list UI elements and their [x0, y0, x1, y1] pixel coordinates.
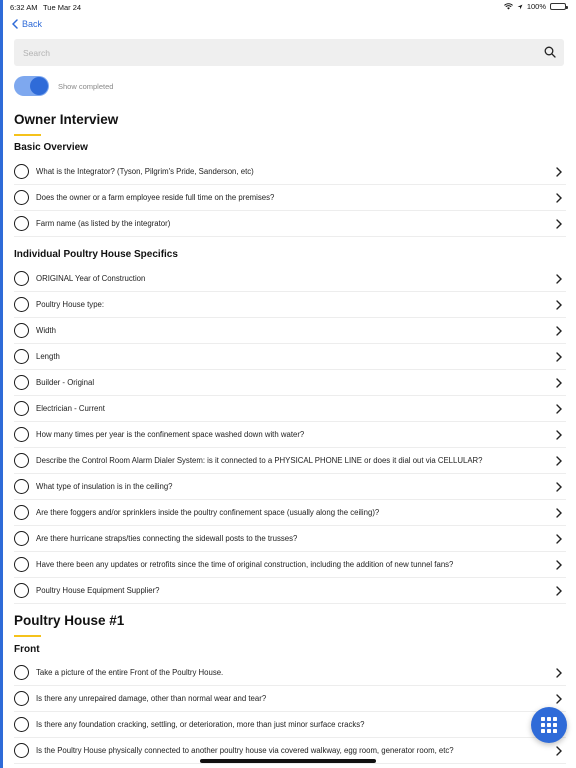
question-list [14, 660, 566, 764]
group-title: Individual Poultry House Specifics [14, 249, 178, 260]
completion-circle-icon[interactable] [14, 349, 29, 364]
search-bar [14, 39, 564, 66]
question-row[interactable] [14, 370, 566, 396]
completion-circle-icon[interactable] [14, 190, 29, 205]
question-row[interactable] [14, 159, 566, 185]
chevron-right-icon [556, 746, 562, 756]
question-label: How many times per year is the confinement space washed down with water? [36, 430, 305, 439]
question-label: Have there been any updates or retrofits since the time of original construction, including the addition of new tunnel fans? [36, 560, 454, 569]
question-label: Width [36, 326, 56, 335]
question-row[interactable] [14, 552, 566, 578]
chevron-right-icon [556, 694, 562, 704]
question-row[interactable] [14, 344, 566, 370]
completion-circle-icon[interactable] [14, 216, 29, 231]
chevron-right-icon [556, 404, 562, 414]
question-list [14, 159, 566, 237]
chevron-right-icon [556, 326, 562, 336]
question-row[interactable] [14, 266, 566, 292]
group-title: Front [14, 644, 40, 655]
show-completed-toggle[interactable] [14, 76, 49, 96]
wifi-icon [504, 3, 513, 10]
completion-circle-icon[interactable] [14, 691, 29, 706]
show-completed-row [14, 76, 113, 96]
question-row[interactable] [14, 686, 566, 712]
question-label: Describe the Control Room Alarm Dialer System: is it connected to a PHYSICAL PHONE LINE or does it dial out via CELLULAR? [36, 456, 483, 465]
completion-circle-icon[interactable] [14, 453, 29, 468]
question-row[interactable] [14, 474, 566, 500]
chevron-right-icon [556, 167, 562, 177]
status-date: Tue Mar 24 [43, 3, 82, 12]
completion-circle-icon[interactable] [14, 557, 29, 572]
completion-circle-icon[interactable] [14, 505, 29, 520]
chevron-right-icon [556, 482, 562, 492]
question-label: Does the owner or a farm employee reside full time on the premises? [36, 193, 275, 202]
question-row[interactable] [14, 396, 566, 422]
question-row[interactable] [14, 211, 566, 237]
question-row[interactable] [14, 448, 566, 474]
chevron-right-icon [556, 300, 562, 310]
completion-circle-icon[interactable] [14, 743, 29, 758]
chevron-right-icon [556, 534, 562, 544]
question-row[interactable] [14, 578, 566, 604]
completion-circle-icon[interactable] [14, 401, 29, 416]
chevron-right-icon [556, 508, 562, 518]
chevron-right-icon [556, 560, 562, 570]
chevron-right-icon [556, 430, 562, 440]
question-label: Are there foggers and/or sprinklers inside the poultry confinement space (usually along the ceiling)? [36, 508, 380, 517]
question-label: Take a picture of the entire Front of the Poultry House. [36, 668, 224, 677]
chevron-right-icon [556, 586, 562, 596]
chevron-right-icon [556, 274, 562, 284]
question-label: Electrician - Current [36, 404, 105, 413]
completion-circle-icon[interactable] [14, 479, 29, 494]
status-time: 6:32 AM [10, 3, 38, 12]
question-row[interactable] [14, 660, 566, 686]
question-row[interactable] [14, 292, 566, 318]
grid-menu-button[interactable] [531, 707, 567, 743]
home-indicator [200, 759, 376, 763]
completion-circle-icon[interactable] [14, 297, 29, 312]
question-list [14, 266, 566, 604]
completion-circle-icon[interactable] [14, 271, 29, 286]
question-row[interactable] [14, 500, 566, 526]
chevron-left-icon [12, 19, 18, 29]
section-title: Owner Interview [14, 112, 119, 127]
grid-icon [541, 717, 557, 733]
chevron-right-icon [556, 193, 562, 203]
question-label: Farm name (as listed by the integrator) [36, 219, 171, 228]
chevron-right-icon [556, 352, 562, 362]
search-icon[interactable] [544, 46, 556, 58]
question-row[interactable] [14, 318, 566, 344]
question-row[interactable] [14, 185, 566, 211]
question-row[interactable] [14, 712, 566, 738]
question-label: Is there any unrepaired damage, other than normal wear and tear? [36, 694, 267, 703]
section-title-underline [14, 635, 41, 637]
chevron-right-icon [556, 668, 562, 678]
section-title: Poultry House #1 [14, 613, 125, 628]
question-label: Builder - Original [36, 378, 95, 387]
completion-circle-icon[interactable] [14, 665, 29, 680]
question-label: Poultry House Equipment Supplier? [36, 586, 160, 595]
completion-circle-icon[interactable] [14, 375, 29, 390]
question-label: What is the Integrator? (Tyson, Pilgrim's Pride, Sanderson, etc) [36, 167, 254, 176]
battery-icon [550, 3, 566, 10]
status-bar [0, 0, 576, 14]
left-edge-accent [0, 0, 3, 768]
search-input[interactable] [23, 45, 523, 60]
completion-circle-icon[interactable] [14, 427, 29, 442]
completion-circle-icon[interactable] [14, 583, 29, 598]
question-row[interactable] [14, 422, 566, 448]
completion-circle-icon[interactable] [14, 164, 29, 179]
question-label: Is the Poultry House physically connected to another poultry house via covered walkway, egg room, generator room, etc? [36, 746, 454, 755]
location-icon [517, 4, 523, 10]
completion-circle-icon[interactable] [14, 531, 29, 546]
completion-circle-icon[interactable] [14, 717, 29, 732]
question-label: Are there hurricane straps/ties connecting the sidewall posts to the trusses? [36, 534, 298, 543]
chevron-right-icon [556, 219, 562, 229]
question-label: What type of insulation is in the ceiling? [36, 482, 173, 491]
group-title: Basic Overview [14, 142, 88, 153]
question-label: ORIGINAL Year of Construction [36, 274, 146, 283]
section-title-underline [14, 134, 41, 136]
back-label: Back [22, 19, 43, 29]
question-row[interactable] [14, 526, 566, 552]
question-label: Length [36, 352, 60, 361]
completion-circle-icon[interactable] [14, 323, 29, 338]
show-completed-label: Show completed [58, 81, 114, 91]
question-label: Is there any foundation cracking, settling, or deterioration, more than just minor surface cracks? [36, 720, 365, 729]
chevron-right-icon [556, 378, 562, 388]
back-button[interactable] [12, 19, 42, 29]
chevron-right-icon [556, 456, 562, 466]
question-label: Poultry House type: [36, 300, 105, 309]
battery-percent: 100% [526, 2, 546, 11]
